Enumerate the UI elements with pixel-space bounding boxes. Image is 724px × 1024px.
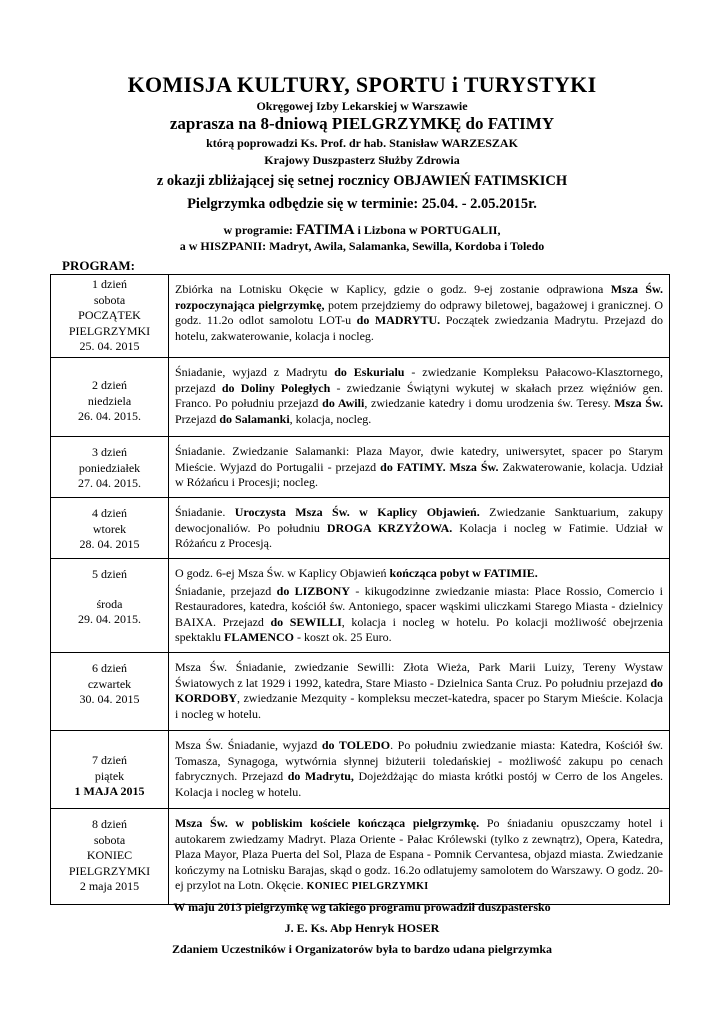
table-row-day-7 (51, 730, 670, 808)
day-cell (51, 558, 169, 652)
desc-text: Kolacja i nocleg w Fatimie. Udział w Różańcu z Procesją. (175, 520, 663, 551)
desc-emphasis: do MADRYTU. (356, 313, 441, 328)
table-row-day-4 (51, 497, 670, 558)
day-extra: POCZĄTEK (78, 308, 141, 323)
program-line-portugal-fatima: FATIMA (295, 222, 355, 238)
day-extra: PIELGRZYMKI (68, 863, 151, 878)
desc-emphasis: do Eskurialu (334, 364, 405, 379)
desc-text: Dojeżdżając do miasta krótki postój w Cerro de los Angeles. Kolacja i nocleg w hotelu. (175, 769, 663, 799)
organization-subtitle: Okręgowej Izby Lekarskiej w Warszawie (256, 99, 468, 113)
day-number: 6 dzień (92, 660, 127, 675)
day-weekday: poniedziałek (78, 460, 141, 475)
desc-emphasis: Uroczysta Msza Św. w Kaplicy Objawień. (234, 504, 480, 519)
leader-line: którą poprowadzi Ks. Prof. dr hab. Stanisław WARZESZAK (206, 136, 518, 150)
table-row-day-6 (51, 652, 670, 730)
desc-emphasis: Msza Św. rozpoczynająca pielgrzymkę, (175, 282, 664, 312)
desc-text: potem przejdziemy do odprawy biletowej, bagażowej i granicznej. O godz. 11.2o odlot samolotu LOT-u (175, 297, 663, 328)
desc-text: , kolacja, nocleg. (289, 411, 372, 426)
desc-emphasis: do TOLEDO (321, 737, 391, 752)
desc-emphasis: DROGA KRZYŻOWA. (326, 520, 453, 535)
program-line-portugal-c: i Lizbona w PORTUGALII, (354, 223, 501, 237)
desc-text: O godz. 6-ej Msza Św. w Kaplicy Objawień (175, 565, 390, 580)
desc-emphasis: Msza Św. (449, 459, 499, 474)
day-number: 3 dzień (92, 444, 127, 459)
day-date: 28. 04. 2015 (79, 537, 140, 552)
desc-emphasis: do Salamanki (219, 411, 290, 426)
document-title: KOMISJA KULTURY, SPORTU i TURYSTYKI (127, 72, 597, 97)
program-label: PROGRAM: (62, 258, 135, 273)
day-number: 7 dzień (92, 752, 127, 767)
desc-text: - kikugodzinne zwiedzanie miasta: Place Rossio, Comercio i Restauradores, katedra, kościół św. Antoniego, spacer wąskimi uliczkami Starego Miasta - dzielnicy BAIXA. Przejazd (175, 583, 663, 629)
desc-text: - koszt ok. 25 Euro. (294, 630, 392, 645)
desc-emphasis: do LIZBONY (276, 583, 351, 598)
table-row-day-3 (51, 436, 670, 497)
day-cell (51, 730, 169, 808)
day-description (169, 436, 670, 497)
desc-text: Msza Św. Śniadanie, zwiedzanie Sewilli: Złota Wieża, Park Marii Luizy, Tereny Wystaw Światowych z lat 1929 i 1992, katedra, Stare Miasto - Dzielnica Santa Cruz. Po południu przejazd (175, 659, 663, 690)
desc-text: , kolacja i nocleg w hotelu. Po kolacji możliwość obejrzenia spektaklu (175, 614, 663, 645)
day-description (169, 497, 670, 558)
desc-text: Śniadanie, wyjazd z Madrytu (175, 364, 335, 379)
day-description (169, 275, 670, 358)
day-description (169, 730, 670, 808)
date-line: Pielgrzymka odbędzie się w terminie: 25.04. - 2.05.2015r. (187, 196, 537, 212)
day-extra: KONIEC (86, 848, 133, 863)
day-cell (51, 497, 169, 558)
desc-text: Msza Św. Śniadanie, wyjazd (175, 737, 322, 752)
day-weekday: sobota (93, 832, 126, 847)
desc-emphasis: do KORDOBY (175, 675, 663, 706)
desc-text: Początek zwiedzania Madrytu. Przejazd do hotelu, zakwaterowanie, kolacja i nocleg. (175, 313, 663, 343)
desc-text: Zwiedzanie Sanktuarium, zakupy dewocjonaliów. Po południu (175, 504, 663, 535)
desc-emphasis: kończąca pobyt w FATIMIE. (389, 565, 538, 580)
table-row-day-2 (51, 357, 670, 436)
day-date: 30. 04. 2015 (79, 692, 140, 707)
desc-text: Śniadanie, przejazd (175, 583, 277, 598)
schedule-table (50, 274, 670, 905)
day-date: 25. 04. 2015 (79, 339, 140, 354)
desc-text: , zwiedzanie Mezquity - kompleksu meczet-katedra, spacer po Starym Mieście. Kolacja i nocleg w hotelu. (175, 691, 663, 721)
day-cell (51, 808, 169, 904)
day-cell (51, 436, 169, 497)
desc-emphasis: do Doliny Poległych (221, 380, 331, 395)
footer-line-2: J. E. Ks. Abp Henryk HOSER (284, 921, 440, 935)
table-row-day-5 (51, 558, 670, 652)
day-number: 1 dzień (92, 277, 127, 291)
desc-emphasis: Msza Św. w pobliskim kościele kończąca pielgrzymkę. (175, 815, 480, 830)
leader-role-line: Krajowy Duszpasterz Służby Zdrowia (264, 153, 460, 167)
desc-emphasis: do SEWILLI (270, 614, 342, 629)
day-description (169, 808, 670, 904)
desc-text: - zwiedzanie Kompleksu Pałacowo-Klasztornego, przejazd (175, 364, 663, 395)
day-weekday: piątek (94, 768, 125, 783)
day-weekday: wtorek (92, 521, 127, 536)
day-weekday: czwartek (87, 676, 132, 691)
desc-emphasis: do Madrytu, (287, 769, 354, 784)
desc-text: Po śniadaniu opuszczamy hotel i autokarem zwiedzamy Madryt. Plaza Oriente - Pałac Królewski (tylko z zewnątrz), Opera, Katedra, Plaza Mayor, Plaza Puerta del Sol, Plaza de Espana - Pomnik Cervantesa, objazd miasta. Zwiedzanie kończymy na Lotnisku Barajas, skąd o godz. 16.2o odlatujemy samolotem do Warszawy. O godz. 20-ej przylot na Lotn. Okęcie. (175, 815, 663, 893)
desc-emphasis: Msza Św. (614, 396, 663, 411)
table-row-day-1 (51, 275, 670, 358)
footer-line-3: Zdaniem Uczestników i Organizatorów była to bardzo udana pielgrzymka (172, 942, 552, 956)
day-cell (51, 652, 169, 730)
day-weekday: niedziela (87, 393, 132, 408)
day-date: 27. 04. 2015. (78, 476, 141, 491)
day-number: 8 dzień (92, 816, 127, 831)
day-number: 2 dzień (92, 377, 127, 392)
day-number: 4 dzień (92, 505, 127, 520)
desc-text: Zakwaterowanie, kolacja. Udział w Różańcu i Procesji; nocleg. (175, 459, 663, 490)
day-cell (51, 275, 169, 358)
day-date: 29. 04. 2015. (78, 612, 141, 627)
desc-text: Przejazd (175, 411, 220, 426)
invitation-heading: zaprasza na 8-dniową PIELGRZYMKĘ do FATIMY (169, 114, 555, 133)
desc-emphasis: KONIEC PIELGRZYMKI (306, 881, 429, 893)
day-date: 26. 04. 2015. (78, 409, 141, 424)
program-line-portugal (0, 222, 724, 239)
footer-line-1: W maju 2013 pielgrzymkę wg takiego programu prowadził duszpastersko (173, 900, 551, 914)
occasion-line: z okazji zbliżającej się setnej rocznicy OBJAWIEŃ FATIMSKICH (156, 173, 568, 189)
day-description (169, 357, 670, 436)
desc-emphasis: do FATIMY. (380, 459, 446, 474)
day-description (169, 652, 670, 730)
day-description (169, 558, 670, 652)
day-weekday: sobota (93, 292, 126, 307)
desc-emphasis: FLAMENCO (224, 630, 294, 645)
program-line-spain: a w HISZPANII: Madryt, Awila, Salamanka, Sewilla, Kordoba i Toledo (179, 239, 545, 253)
desc-emphasis: do Awili (322, 396, 365, 411)
desc-text: , zwiedzanie katedry i domu urodzenia św. Teresy. (364, 396, 615, 411)
day-date: 1 MAJA 2015 (74, 784, 145, 799)
desc-text: Śniadanie. (175, 504, 235, 519)
day-date: 2 maja 2015 (79, 879, 140, 894)
desc-text: Zbiórka na Lotnisku Okęcie w Kaplicy, gdzie o godz. 9-ej zostanie odprawiona (175, 282, 611, 296)
program-line-portugal-a: w programie: (223, 223, 296, 237)
day-extra: PIELGRZYMKI (68, 323, 151, 338)
day-weekday: środa (96, 596, 123, 611)
desc-text: - zwiedzanie Świątyni wykutej w skałach przez więźniów gen. Franco. Po południu przejazd (175, 380, 663, 411)
table-row-day-8 (51, 808, 670, 904)
day-cell (51, 357, 169, 436)
desc-text: . Po południu zwiedzanie miasta: Katedra, Kościół św. Tomasza, Synagoga, wytwórnia słynnej biżuterii toledańskiej - możliwość zakupu po cenach fabrycznych. Przejazd (175, 737, 663, 784)
desc-text: Śniadanie. Zwiedzanie Salamanki: Plaza Mayor, dwie katedry, uniwersytet, spacer po Starym Mieście. Wyjazd do Portugalii - przejazd (175, 443, 663, 474)
day-number: 5 dzień (92, 566, 127, 581)
